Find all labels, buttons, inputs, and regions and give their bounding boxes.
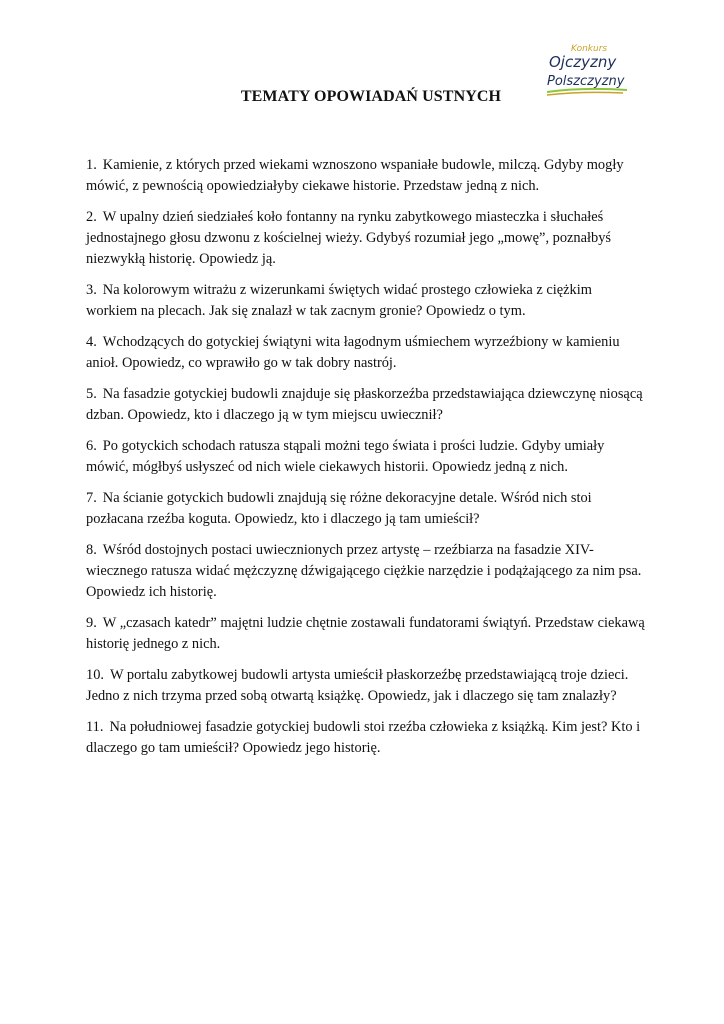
topic-text: Wchodzących do gotyckiej świątyni wita łagodnym uśmiechem wyrzeźbiony w kamieniu anioł. Opowiedz, co wprawiło go w tak dobry nastrój. xyxy=(86,334,620,371)
topic-text: W upalny dzień siedziałeś koło fontanny na rynku zabytkowego miasteczka i słuchałeś jednostajnego głosu dzwonu z kościelnej wieży. Gdybyś rozumiał jego „mowę”, poznałbyś niezwykłą historię. Opowiedz ją. xyxy=(86,209,611,267)
topic-text: Na ścianie gotyckich budowli znajdują się różne dekoracyjne detale. Wśród nich stoi pozłacana rzeźba koguta. Opowiedz, kto i dlaczego ją tam umieścił? xyxy=(86,490,592,527)
topic-text: Kamienie, z których przed wiekami wznoszono wspaniałe budowle, milczą. Gdyby mogły mówić, z pewnością opowiedziałyby ciekawe historie. Przedstaw jedną z nich. xyxy=(86,157,624,194)
topic-text: Wśród dostojnych postaci uwiecznionych przez artystę – rzeźbiarza na fasadzie XIV-wiecznego ratusza widać mężczyznę dźwigającego ciężkie narzędzie i podążającego za nim psa. Opowiedz ich historię. xyxy=(86,542,642,600)
topic-item xyxy=(86,280,646,322)
topics-list xyxy=(86,155,646,769)
topic-text: Na kolorowym witrażu z wizerunkami świętych widać prostego człowieka z ciężkim workiem na plecach. Jak się znalazł w tak zacnym gronie? Opowiedz o tym. xyxy=(86,282,592,319)
topic-item xyxy=(86,332,646,374)
page-title: TEMATY OPOWIADAŃ USTNYCH xyxy=(240,88,502,105)
topic-item xyxy=(86,717,646,759)
topic-item xyxy=(86,665,646,707)
topic-text: Po gotyckich schodach ratusza stąpali możni tego świata i prości ludzie. Gdyby umiały mówić, mógłbyś usłyszeć od nich wiele ciekawych historii. Opowiedz jedną z nich. xyxy=(86,438,605,475)
topic-text: W „czasach katedr” majętni ludzie chętnie zostawali fundatorami świątyń. Przedstaw ciekawą historię jednego z nich. xyxy=(86,615,645,652)
topic-number: 8. xyxy=(86,542,97,558)
topic-number: 2. xyxy=(86,209,97,225)
topic-number: 4. xyxy=(86,334,97,350)
topic-number: 6. xyxy=(86,438,97,454)
topic-number: 9. xyxy=(86,615,97,631)
topic-text: Na południowej fasadzie gotyckiej budowli stoi rzeźba człowieka z książką. Kim jest? Kto i dlaczego go tam umieścił? Opowiedz jego historię. xyxy=(86,719,641,756)
topic-item xyxy=(86,613,646,655)
topic-item xyxy=(86,384,646,426)
topic-item xyxy=(86,155,646,197)
logo-line1: Konkurs xyxy=(571,44,608,54)
topic-text: Na fasadzie gotyckiej budowli znajduje się płaskorzeźba przedstawiająca dziewczynę niosącą dzban. Opowiedz, kto i dlaczego ją w tym miejscu uwiecznił? xyxy=(86,386,643,423)
logo-line3: Polszczyzny xyxy=(547,74,625,89)
topic-item xyxy=(86,488,646,530)
topic-item xyxy=(86,207,646,270)
topic-number: 1. xyxy=(86,157,97,173)
topic-item xyxy=(86,436,646,478)
topic-number: 5. xyxy=(86,386,97,402)
topic-number: 3. xyxy=(86,282,97,298)
logo-line2: Ojczyzny xyxy=(549,53,617,71)
topic-number: 7. xyxy=(86,490,97,506)
topic-text: W portalu zabytkowej budowli artysta umieścił płaskorzeźbę przedstawiającą troje dzieci. Jedno z nich trzyma przed sobą otwartą książkę. Opowiedz, jak i dlaczego się tam znalazły? xyxy=(86,667,629,704)
topic-number: 10. xyxy=(86,667,104,683)
topic-number: 11. xyxy=(86,719,104,735)
topic-item xyxy=(86,540,646,603)
